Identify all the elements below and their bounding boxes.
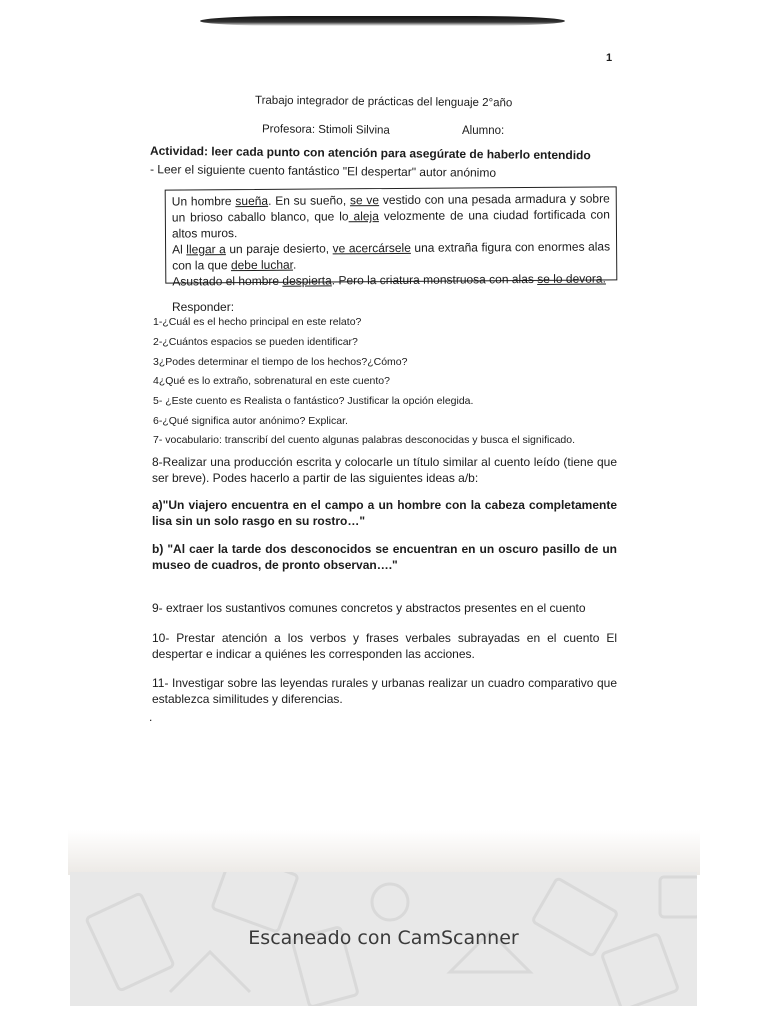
- activity-heading: Actividad: leer cada punto con atención para asegúrate de haberlo entendido: [149, 143, 591, 163]
- underlined-verb: aleja: [348, 209, 379, 224]
- reading-instruction: - Leer el siguiente cuento fantástico "El despertar" autor anónimo: [149, 162, 497, 180]
- question-11: 11- Investigar sobre las leyendas rurales y urbanas realizar un cuadro comparativo que establezca similitudes y diferencias.: [152, 676, 617, 706]
- story-paragraph-3: [172, 270, 610, 289]
- underlined-verb: llegar a: [186, 242, 226, 257]
- idea-a: a)"Un viajero encuentra en el campo a un hombre con la cabeza completamente lisa sin un solo rasgo en su rostro…": [152, 498, 617, 528]
- question-item: 4¿Qué es lo extraño, sobrenatural en este cuento?: [153, 375, 390, 387]
- question-item: 5- ¿Este cuento es Realista o fantástico? Justificar la opción elegida.: [153, 395, 474, 407]
- underlined-verb: sueña: [235, 193, 269, 209]
- story-text: . En su sueño,: [268, 193, 350, 208]
- story-text: .: [292, 257, 297, 272]
- question-9: 9- extraer los sustantivos comunes concretos y abstractos presentes en el cuento: [152, 601, 586, 615]
- story-paragraph-1: [172, 190, 610, 241]
- question-8: 8-Realizar una producción escrita y colocarle un título similar al cuento leído (tiene que ser breve). Podes hacerlo a partir de las siguientes ideas a/b:: [152, 455, 617, 485]
- question-item: 1-¿Cuál es el hecho principal en este relato?: [153, 316, 362, 328]
- scan-bottom-shade: [68, 830, 700, 875]
- story-text: Al: [172, 242, 187, 257]
- story-text: Un hombre: [171, 194, 236, 209]
- story-box: [165, 186, 618, 289]
- story-text: . Pero la criatura monstruosa con alas: [331, 271, 538, 288]
- camscanner-footer: [70, 872, 697, 1006]
- underlined-verb: se ve: [349, 193, 380, 208]
- document-title: Trabajo integrador de prácticas del lenguaje 2°año: [254, 94, 513, 110]
- idea-b: b) "Al caer la tarde dos desconocidos se encuentran en un oscuro pasillo de un museo de cuadros, de pronto observan….": [152, 542, 617, 572]
- story-text: Asustado el hombre: [172, 273, 283, 289]
- question-item: 3¿Podes determinar el tiempo de los hechos?¿Cómo?: [153, 356, 408, 368]
- underlined-verb: se lo devora.: [537, 271, 606, 286]
- story-text: vestido con una pesada armadura y sobre un brioso caballo blanco, que lo: [171, 191, 610, 225]
- page-number: 1: [606, 52, 613, 64]
- camscanner-watermark: Escaneado con CamScanner: [248, 927, 519, 949]
- question-10: 10- Prestar atención a los verbos y frases verbales subrayadas en el cuento El despertar e indicar a quiénes les corresponden las acciones.: [152, 631, 617, 661]
- responder-heading: Responder:: [172, 300, 235, 314]
- question-item: 2-¿Cuántos espacios se pueden identificar?: [153, 336, 358, 348]
- student-label: Alumno:: [462, 125, 505, 137]
- story-text: un paraje desierto,: [225, 241, 333, 257]
- story-paragraph-2: [172, 238, 610, 273]
- scan-top-edge-shadow: [200, 16, 565, 26]
- underlined-verb: ve acercársele: [332, 240, 411, 256]
- story-text: una extraña figura con enormes alas con la que: [172, 239, 611, 273]
- underlined-verb: despierta: [282, 273, 332, 288]
- question-item: 7- vocabulario: transcribí del cuento algunas palabras desconocidas y busca el significado.: [153, 434, 575, 446]
- underlined-verb: debe luchar: [230, 257, 294, 273]
- question-item: 6-¿Qué significa autor anónimo? Explicar.: [153, 415, 348, 427]
- teacher-name: Profesora: Stimoli Silvina: [261, 123, 390, 137]
- trailing-dot: .: [149, 710, 153, 724]
- story-text: velozmente de una ciudad fortificada con altos muros.: [171, 207, 610, 241]
